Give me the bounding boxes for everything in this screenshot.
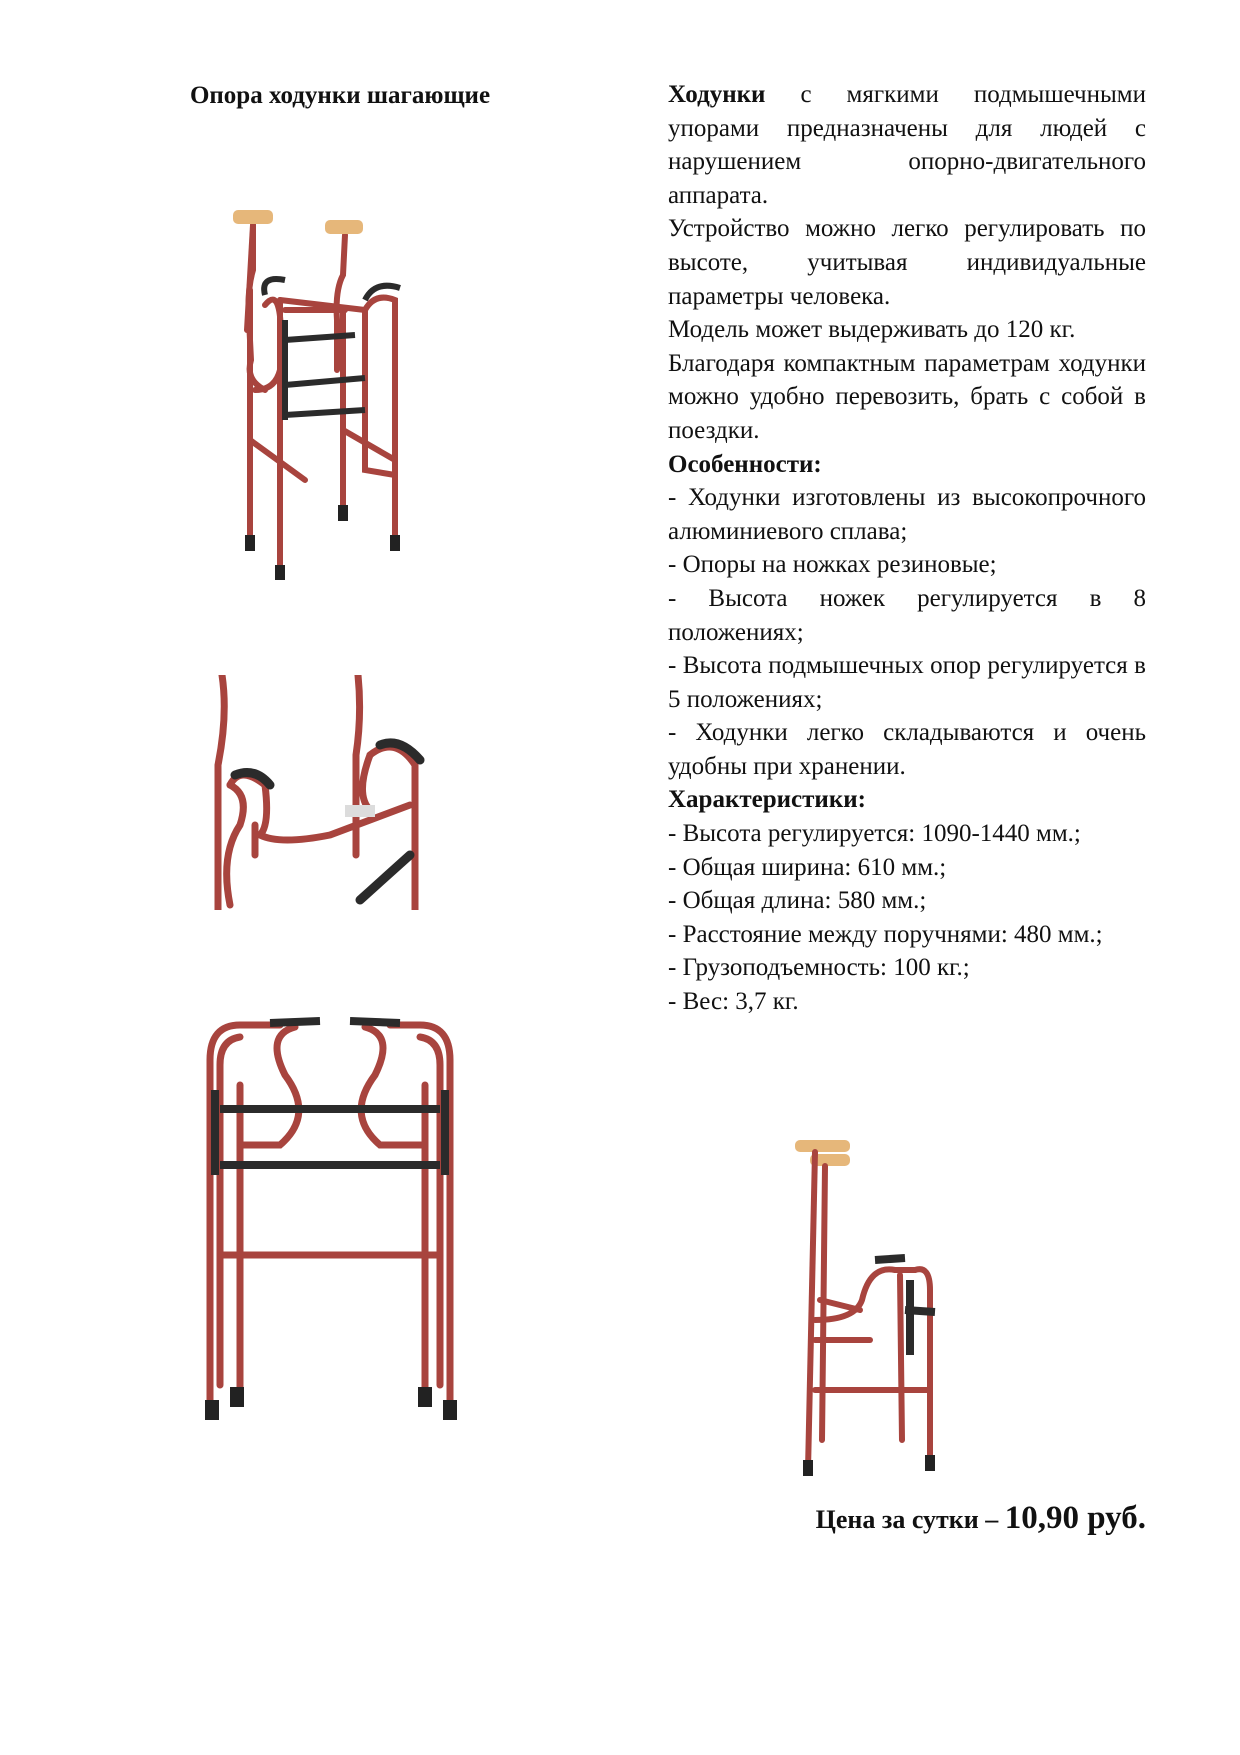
walker-folded-photo <box>200 1005 480 1425</box>
features-heading: Особенности: <box>668 450 822 478</box>
feature-item: - Высота подмышечных опор регулируется в 5 положениях; <box>668 652 1146 713</box>
spec-item: - Грузоподъемность: 100 кг.; <box>668 954 970 982</box>
price-label: Цена за сутки – <box>815 1505 1005 1534</box>
spec-item: - Общая длина: 580 мм.; <box>668 887 927 915</box>
spec-item: - Высота регулируется: 1090-1440 мм.; <box>668 820 1081 848</box>
intro-text: с мягкими подмышечными упорами предназначены для людей с нарушением опорно-двигательного аппарата. <box>668 81 1146 209</box>
feature-item: - Высота ножек регулируется в 8 положениях; <box>668 584 1146 646</box>
feature-item: - Опоры на ножках резиновые; <box>668 551 997 579</box>
walker-side-photo <box>790 1140 990 1480</box>
description-column <box>668 78 1146 1019</box>
spec-item: - Вес: 3,7 кг. <box>668 988 799 1016</box>
intro-lead: Ходунки <box>668 81 766 108</box>
walker-detail-photo <box>210 675 450 910</box>
walker-front-photo <box>225 210 445 580</box>
intro-paragraph <box>668 78 1146 212</box>
price-line <box>700 1500 1146 1537</box>
feature-item: - Ходунки легко складываются и очень удобны при хранении. <box>668 719 1146 780</box>
specs-heading: Характеристики: <box>668 786 866 814</box>
feature-item: - Ходунки изготовлены из высокопрочного алюминиевого сплава; <box>668 484 1146 545</box>
capacity-paragraph: Модель может выдерживать до 120 кг. <box>668 316 1076 344</box>
spec-item: - Общая ширина: 610 мм.; <box>668 853 947 881</box>
compact-paragraph: Благодаря компактным параметрам ходунки можно удобно перевозить, брать с собой в поездки. <box>668 349 1146 444</box>
price-value: 10,90 руб. <box>1004 1500 1146 1536</box>
page-title: Опора ходунки шагающие <box>189 82 491 109</box>
spec-item: - Расстояние между поручнями: 480 мм.; <box>668 920 1103 948</box>
adjust-paragraph: Устройство можно легко регулировать по высоте, учитывая индивидуальные параметры человека. <box>668 215 1146 310</box>
